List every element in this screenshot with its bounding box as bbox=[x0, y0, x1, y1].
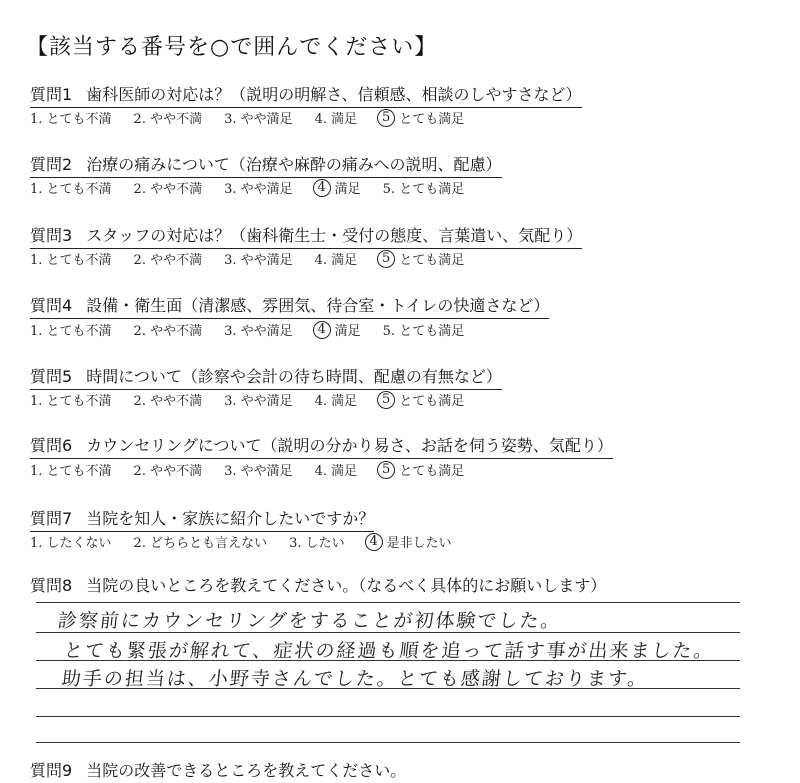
q1-option-1[interactable]: 1. とても不満 bbox=[30, 112, 112, 127]
q7-option-4-label: 是非したい bbox=[386, 536, 452, 551]
q4-circled-number: 4 bbox=[313, 321, 331, 339]
q2-option-4-selected[interactable] bbox=[315, 178, 361, 197]
question-4-text: 設備・衛生面（清潔感、雰囲気、待合室・トイレの快適さなど） bbox=[86, 296, 550, 315]
q4-option-4-label: 満足 bbox=[334, 324, 361, 339]
q5-option-5-label: とても満足 bbox=[399, 394, 465, 409]
question-6-title bbox=[30, 433, 613, 459]
question-8-title bbox=[30, 573, 606, 598]
q2-option-2[interactable]: 2. やや不満 bbox=[133, 182, 203, 197]
question-1-options bbox=[30, 108, 486, 127]
question-8-text: 当院の良いところを教えてください。（なるべく具体的にお願いします） bbox=[86, 576, 607, 595]
q4-option-3[interactable]: 3. やや満足 bbox=[224, 324, 293, 339]
q7-option-1[interactable]: 1. したくない bbox=[30, 536, 112, 551]
q5-option-4[interactable]: 4. 満足 bbox=[314, 394, 358, 409]
q6-option-3[interactable]: 3. やや満足 bbox=[224, 464, 293, 479]
question-2-options bbox=[30, 178, 486, 197]
question-6-text: カウンセリングについて（説明の分かり易さ、お話を伺う姿勢、気配り） bbox=[86, 436, 613, 455]
q2-option-4-label: 満足 bbox=[334, 182, 361, 197]
question-1-title bbox=[30, 82, 582, 108]
q2-option-3[interactable]: 3. やや満足 bbox=[224, 182, 293, 197]
answer-rule-5 bbox=[36, 716, 740, 717]
question-9-title bbox=[30, 758, 406, 783]
q3-circled-number: 5 bbox=[377, 250, 395, 268]
question-5-text: 時間について（診察や会計の待ち時間、配慮の有無など） bbox=[86, 367, 502, 386]
q1-option-5-label: とても満足 bbox=[399, 112, 465, 127]
question-3-text: スタッフの対応は？（歯科衛生士・受付の態度、言葉遣い、気配り） bbox=[86, 226, 583, 245]
question-4-options bbox=[30, 320, 486, 339]
q7-option-3[interactable]: 3. したい bbox=[289, 536, 345, 551]
question-7-text: 当院を知人・家族に紹介したいですか？ bbox=[86, 509, 375, 528]
answer-rule-1 bbox=[36, 602, 740, 603]
q5-option-3[interactable]: 3. やや満足 bbox=[224, 394, 293, 409]
question-3-number: 質問3 bbox=[30, 226, 73, 245]
q3-option-5-selected[interactable] bbox=[379, 249, 464, 268]
q2-option-5[interactable]: 5. とても満足 bbox=[382, 182, 465, 197]
question-8-number: 質問8 bbox=[30, 576, 73, 595]
q7-option-2[interactable]: 2. どちらとも言えない bbox=[133, 536, 268, 551]
q7-circled-number: 4 bbox=[365, 533, 383, 551]
question-3-title bbox=[30, 223, 582, 249]
q3-option-5-label: とても満足 bbox=[399, 253, 465, 268]
answer-rule-6 bbox=[36, 742, 740, 743]
question-6-number: 質問6 bbox=[30, 436, 73, 455]
q1-option-5-selected[interactable] bbox=[379, 108, 464, 127]
question-1-number: 質問1 bbox=[30, 85, 73, 104]
question-7-title bbox=[30, 506, 374, 532]
question-2-text: 治療の痛みについて（治療や麻酔の痛みへの説明、配慮） bbox=[86, 155, 502, 174]
q1-circled-number: 5 bbox=[377, 109, 395, 127]
q4-option-4-selected[interactable] bbox=[315, 320, 361, 339]
question-5-number: 質問5 bbox=[30, 367, 73, 386]
q4-option-5[interactable]: 5. とても満足 bbox=[382, 324, 465, 339]
question-4-title bbox=[30, 293, 549, 319]
q5-option-2[interactable]: 2. やや不満 bbox=[133, 394, 203, 409]
question-9-number: 質問9 bbox=[30, 761, 73, 780]
question-6-options bbox=[30, 460, 486, 479]
question-7-options bbox=[30, 532, 474, 551]
q5-option-1[interactable]: 1. とても不満 bbox=[30, 394, 112, 409]
q1-option-2[interactable]: 2. やや不満 bbox=[133, 112, 203, 127]
q6-option-5-label: とても満足 bbox=[399, 464, 465, 479]
question-1-text: 歯科医師の対応は？（説明の明解さ、信頼感、相談のしやすさなど） bbox=[86, 85, 582, 104]
question-5-options bbox=[30, 390, 486, 409]
q2-circled-number: 4 bbox=[313, 179, 331, 197]
q4-option-2[interactable]: 2. やや不満 bbox=[133, 324, 203, 339]
q5-option-5-selected[interactable] bbox=[379, 390, 464, 409]
q3-option-2[interactable]: 2. やや不満 bbox=[133, 253, 203, 268]
question-2-number: 質問2 bbox=[30, 155, 73, 174]
handwritten-answer-line-3: 助手の担当は、小野寺さんでした。とても感謝しております。 bbox=[60, 668, 650, 690]
q6-option-1[interactable]: 1. とても不満 bbox=[30, 464, 112, 479]
q3-option-4[interactable]: 4. 満足 bbox=[314, 253, 358, 268]
question-5-title bbox=[30, 364, 502, 390]
q1-option-3[interactable]: 3. やや満足 bbox=[224, 112, 293, 127]
q6-option-2[interactable]: 2. やや不満 bbox=[133, 464, 203, 479]
handwritten-answer-line-2: とても緊張が解れて、症状の経過も順を追って話す事が出来ました。 bbox=[62, 640, 716, 662]
question-4-number: 質問4 bbox=[30, 296, 73, 315]
q3-option-3[interactable]: 3. やや満足 bbox=[224, 253, 293, 268]
q6-option-4[interactable]: 4. 満足 bbox=[314, 464, 358, 479]
q3-option-1[interactable]: 1. とても不満 bbox=[30, 253, 112, 268]
q1-option-4[interactable]: 4. 満足 bbox=[314, 112, 358, 127]
q5-circled-number: 5 bbox=[377, 391, 395, 409]
q4-option-1[interactable]: 1. とても不満 bbox=[30, 324, 112, 339]
question-3-options bbox=[30, 249, 486, 268]
question-2-title bbox=[30, 152, 502, 178]
survey-heading: 【該当する番号を○で囲んでください】 bbox=[26, 35, 438, 60]
question-9-text: 当院の改善できるところを教えてください。 bbox=[86, 761, 407, 780]
q6-option-5-selected[interactable] bbox=[379, 460, 464, 479]
q6-circled-number: 5 bbox=[377, 461, 395, 479]
handwritten-answer-line-1: 診察前にカウンセリングをすることが初体験でした。 bbox=[56, 610, 563, 632]
q7-option-4-selected[interactable] bbox=[367, 532, 452, 551]
q2-option-1[interactable]: 1. とても不満 bbox=[30, 182, 112, 197]
question-7-number: 質問7 bbox=[30, 509, 73, 528]
